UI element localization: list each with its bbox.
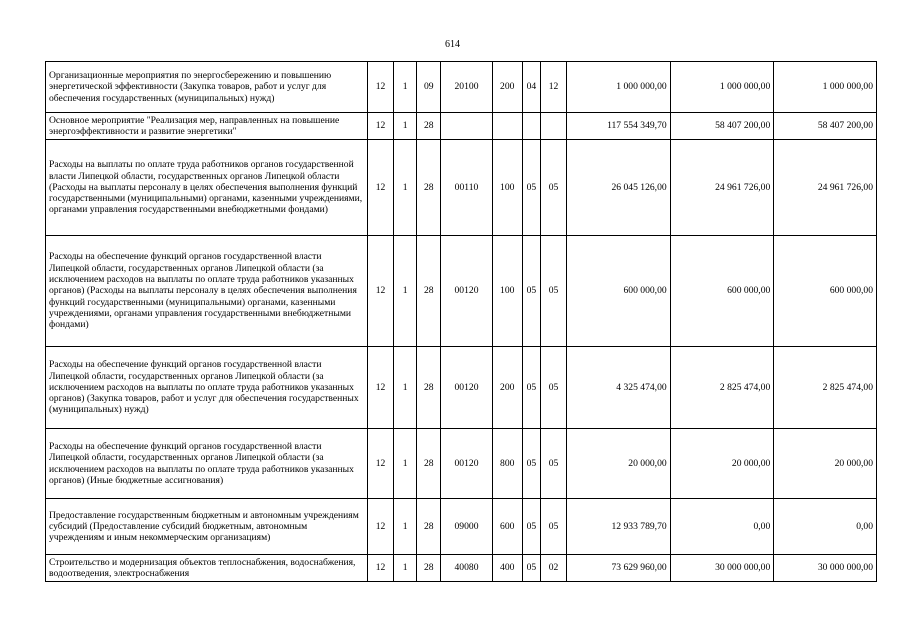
code-cell: 05: [540, 499, 566, 555]
page-number: 614: [445, 39, 460, 50]
code-cell: 12: [367, 62, 393, 113]
row-description: Расходы на выплаты по оплате труда работников органов государственной власти Липецкой области, государственных органов Липецкой области (Расходы на выплаты персоналу в целях обеспечения выполнения функций государственными (муниципальными) органами, казенными учреждениями, органами управления государственными внебюджетными фондами): [46, 140, 368, 236]
code-cell: 1: [394, 499, 417, 555]
code-cell: 200: [492, 347, 522, 429]
code-cell: [441, 113, 492, 140]
table-row: [46, 555, 877, 582]
code-cell: 1: [394, 347, 417, 429]
amount-cell: 24 961 726,00: [774, 140, 877, 236]
code-cell: 28: [417, 140, 441, 236]
amount-cell: 30 000 000,00: [774, 555, 877, 582]
row-description: Предоставление государственным бюджетным и автономным учреждениям субсидий (Предоставление субсидий бюджетным, автономным учреждениям и иным некоммерческим организациям): [46, 499, 368, 555]
amount-cell: 2 825 474,00: [774, 347, 877, 429]
code-cell: 100: [492, 236, 522, 347]
code-cell: 12: [367, 140, 393, 236]
amount-cell: 20 000,00: [670, 429, 774, 499]
code-cell: 28: [417, 113, 441, 140]
code-cell: 12: [367, 555, 393, 582]
code-cell: 28: [417, 555, 441, 582]
amount-cell: 1 000 000,00: [774, 62, 877, 113]
table-row: [46, 499, 877, 555]
code-cell: 800: [492, 429, 522, 499]
code-cell: 28: [417, 499, 441, 555]
budget-table: [45, 61, 877, 582]
code-cell: 12: [540, 62, 566, 113]
amount-cell: 600 000,00: [670, 236, 774, 347]
table-row: [46, 113, 877, 140]
code-cell: 04: [522, 62, 540, 113]
code-cell: 00120: [441, 429, 492, 499]
table-row: [46, 140, 877, 236]
code-cell: 05: [522, 236, 540, 347]
amount-cell: 0,00: [670, 499, 774, 555]
code-cell: 600: [492, 499, 522, 555]
code-cell: 12: [367, 347, 393, 429]
amount-cell: 1 000 000,00: [670, 62, 774, 113]
code-cell: 28: [417, 429, 441, 499]
code-cell: 100: [492, 140, 522, 236]
code-cell: 05: [540, 347, 566, 429]
amount-cell: 73 629 960,00: [567, 555, 671, 582]
code-cell: 1: [394, 429, 417, 499]
code-cell: 05: [522, 429, 540, 499]
code-cell: 1: [394, 140, 417, 236]
table-row: [46, 62, 877, 113]
amount-cell: 24 961 726,00: [670, 140, 774, 236]
code-cell: 1: [394, 62, 417, 113]
code-cell: 1: [394, 555, 417, 582]
code-cell: 00120: [441, 236, 492, 347]
table-row: [46, 429, 877, 499]
amount-cell: 0,00: [774, 499, 877, 555]
code-cell: 05: [522, 140, 540, 236]
amount-cell: 600 000,00: [774, 236, 877, 347]
amount-cell: 1 000 000,00: [567, 62, 671, 113]
code-cell: 05: [540, 429, 566, 499]
code-cell: 05: [522, 347, 540, 429]
amount-cell: 2 825 474,00: [670, 347, 774, 429]
row-description: Организационные мероприятия по энергосбережению и повышению энергетической эффективности (Закупка товаров, работ и услуг для обеспечения государственных (муниципальных) нужд): [46, 62, 368, 113]
amount-cell: 20 000,00: [567, 429, 671, 499]
budget-table-body: [46, 62, 877, 582]
code-cell: 12: [367, 499, 393, 555]
code-cell: 02: [540, 555, 566, 582]
amount-cell: 58 407 200,00: [774, 113, 877, 140]
code-cell: 200: [492, 62, 522, 113]
code-cell: 28: [417, 347, 441, 429]
row-description: Расходы на обеспечение функций органов государственной власти Липецкой области, государственных органов Липецкой области (за исключением расходов на выплаты по оплате труда работников указанных органов) (Закупка товаров, работ и услуг для обеспечения государственных (муниципальных) нужд): [46, 347, 368, 429]
code-cell: 400: [492, 555, 522, 582]
code-cell: 09000: [441, 499, 492, 555]
code-cell: 09: [417, 62, 441, 113]
amount-cell: 58 407 200,00: [670, 113, 774, 140]
code-cell: 00120: [441, 347, 492, 429]
code-cell: 12: [367, 429, 393, 499]
amount-cell: 20 000,00: [774, 429, 877, 499]
code-cell: 12: [367, 236, 393, 347]
row-description: Строительство и модернизация объектов теплоснабжения, водоснабжения, водоотведения, электроснабжения: [46, 555, 368, 582]
table-row: [46, 236, 877, 347]
code-cell: 40080: [441, 555, 492, 582]
code-cell: [522, 113, 540, 140]
amount-cell: 30 000 000,00: [670, 555, 774, 582]
code-cell: 20100: [441, 62, 492, 113]
code-cell: 1: [394, 113, 417, 140]
amount-cell: 26 045 126,00: [567, 140, 671, 236]
code-cell: 05: [540, 140, 566, 236]
table-row: [46, 347, 877, 429]
code-cell: 28: [417, 236, 441, 347]
row-description: Основное мероприятие "Реализация мер, направленных на повышение энергоэффективности и развитие энергетики": [46, 113, 368, 140]
code-cell: 05: [522, 555, 540, 582]
amount-cell: 117 554 349,70: [567, 113, 671, 140]
amount-cell: 12 933 789,70: [567, 499, 671, 555]
code-cell: 05: [522, 499, 540, 555]
row-description: Расходы на обеспечение функций органов государственной власти Липецкой области, государственных органов Липецкой области (за исключением расходов на выплаты по оплате труда работников указанных органов) (Иные бюджетные ассигнования): [46, 429, 368, 499]
code-cell: [492, 113, 522, 140]
amount-cell: 600 000,00: [567, 236, 671, 347]
code-cell: 1: [394, 236, 417, 347]
amount-cell: 4 325 474,00: [567, 347, 671, 429]
code-cell: 05: [540, 236, 566, 347]
code-cell: [540, 113, 566, 140]
code-cell: 00110: [441, 140, 492, 236]
row-description: Расходы на обеспечение функций органов государственной власти Липецкой области, государственных органов Липецкой области (за исключением расходов на выплаты по оплате труда работников указанных органов) (Расходы на выплаты персоналу в целях обеспечения выполнения функций государственными (муниципальными) органами, казенными учреждениями, органами управления государственными внебюджетными фондами): [46, 236, 368, 347]
code-cell: 12: [367, 113, 393, 140]
